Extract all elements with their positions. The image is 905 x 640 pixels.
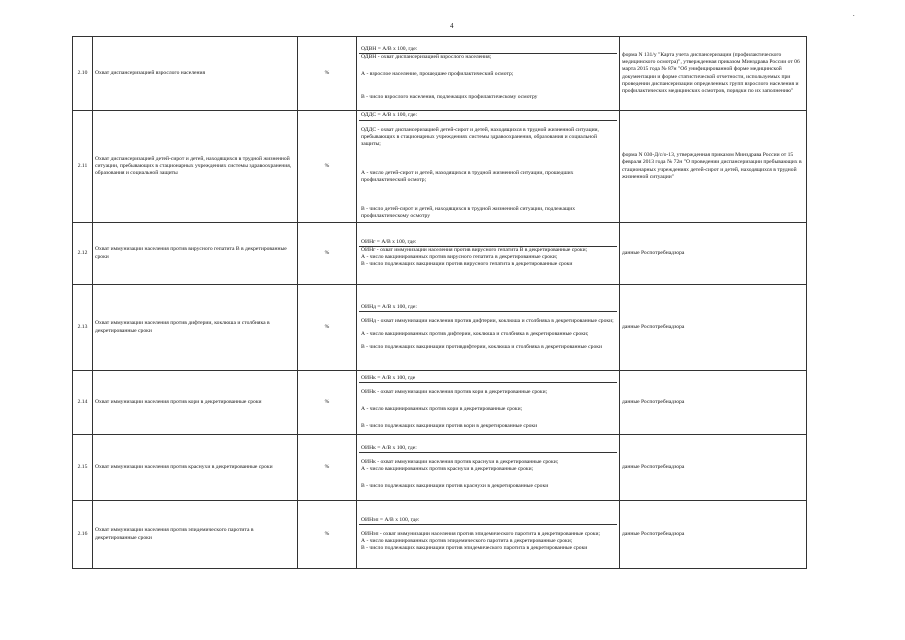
indicator-name: Охват диспансеризацией детей-сирот и детей, находящихся в трудной жизненной ситуации, пребывающих в стационарных учреждениях системы здравоохранения, образования и социальной защиты xyxy=(93,111,298,223)
formula-denominator: В - число подлежащих вакцинации противдифтерии, коклюша и столбняка в декретированные сроки xyxy=(361,344,602,351)
source-cell: данные Роспотребнадзора xyxy=(620,285,807,371)
formula-definition: ОИНэп - охват иммунизации населения против эпидемического паротита в декретированные сроки; xyxy=(361,530,601,537)
formula-cell xyxy=(357,223,620,285)
unit-cell: % xyxy=(298,223,357,285)
formula-cell xyxy=(357,37,620,111)
row-number: 2.11 xyxy=(73,111,93,223)
formula-cell xyxy=(357,435,620,501)
unit-cell: % xyxy=(298,37,357,111)
table-row xyxy=(73,371,807,435)
indicator-name: Охват иммунизации населения против вирусного гепатита В в декретированные сроки xyxy=(93,223,298,285)
formula-denominator: В - число подлежащих вакцинации против краснухи в декретированные сроки xyxy=(361,483,549,490)
corner-mark: · xyxy=(852,12,855,20)
formula-definition: ОИНк - охват иммунизации населения против краснухи в декретированные сроки; xyxy=(361,458,559,465)
unit-cell: % xyxy=(298,111,357,223)
source-cell: данные Роспотребнадзора xyxy=(620,501,807,569)
unit-cell: % xyxy=(298,371,357,435)
formula-cell xyxy=(357,111,620,223)
table-row xyxy=(73,285,807,371)
row-number: 2.12 xyxy=(73,223,93,285)
formula-cell xyxy=(357,371,620,435)
formula-title: ОИНг = А/В х 100, где: xyxy=(359,239,617,247)
formula-numerator: А - взрослое население, прошедшее профилактический осмотр; xyxy=(361,71,514,77)
formula-definition: ОИНк - охват иммунизации населения против кори в декретированные сроки; xyxy=(361,388,548,395)
formula-numerator: А - число детей-сирот и детей, находящихся в трудной жизненной ситуации, прошедших профилактический осмотр; xyxy=(361,170,574,184)
formula-numerator: А - число вакцинированных против кори в декретированные сроки; xyxy=(361,406,523,412)
row-number: 2.10 xyxy=(73,37,93,111)
formula-title: ОДВН = А/В х 100, где: xyxy=(359,46,617,54)
indicator-name: Охват иммунизации населения против эпидемического паротита в декретированные сроки xyxy=(93,501,298,569)
indicator-name: Охват диспансеризацией взрослого населения xyxy=(93,37,298,111)
table-row xyxy=(73,223,807,285)
table-row xyxy=(73,37,807,111)
formula-numerator: А - число вакцинированных против дифтерии, коклюша и столбняка в декретированные сроки; xyxy=(361,331,589,337)
formula-definition: ОИНг - охват иммунизации населения против вирусного гепатита В в декретированные сроки; xyxy=(361,246,588,253)
formula-cell xyxy=(357,501,620,569)
formula-denominator: В - число детей-сирот и детей, находящихся в трудной жизненной ситуации, подлежащих профилактическому осмотру xyxy=(361,206,576,220)
formula-cell xyxy=(357,285,620,371)
unit-cell: % xyxy=(298,285,357,371)
formula-denominator: В - число подлежащих вакцинации против эпидемического паротита в декретированные сроки xyxy=(361,545,588,552)
formula-definition: ОДДС - охват диспансеризацией детей-сирот и детей, находящихся в трудной жизненной ситуации, пребывающих в стационарных учреждениях системы здравоохранения, образования и социальной защиты; xyxy=(361,126,599,147)
formula-numerator: А - число вакцинированных против вирусного гепатита в декретированные сроки; xyxy=(361,254,558,260)
formula-numerator: А - число вакцинированных против эпидемического паротита в декретированные сроки; xyxy=(361,538,573,544)
formula-numerator: А - число вакцинированных против краснухи в декретированные сроки; xyxy=(361,466,534,472)
formula-title: ОИНк = А/В х 100, где: xyxy=(359,445,617,453)
source-cell: данные Роспотребнадзора xyxy=(620,223,807,285)
formula-definition: ОДВН - охват диспансеризацией взрослого населения; xyxy=(361,53,492,60)
page-number: 4 xyxy=(450,22,454,30)
indicator-name: Охват иммунизации населения против краснухи в декретированные сроки xyxy=(93,435,298,501)
formula-denominator: В - число подлежащих вакцинации против вирусного гепатита в декретированные сроки xyxy=(361,261,573,268)
table-row xyxy=(73,111,807,223)
indicators-table xyxy=(72,36,807,569)
formula-title: ОИНд = А/В х 100, где: xyxy=(359,304,617,312)
indicator-name: Охват иммунизации населения против дифтерии, коклюша и столбняка в декретированные сроки xyxy=(93,285,298,371)
row-number: 2.13 xyxy=(73,285,93,371)
row-number: 2.14 xyxy=(73,371,93,435)
table-row xyxy=(73,435,807,501)
source-cell: данные Роспотребнадзора xyxy=(620,435,807,501)
unit-cell: % xyxy=(298,435,357,501)
source-cell: данные Роспотребнадзора xyxy=(620,371,807,435)
source-cell: форма N 030-Д/с/о-13, утвержденная приказом Минздрава России от 15 февраля 2013 года № 72н "О проведении диспансеризации пребывающих в стационарных учреждениях детей-сирот и детей, находящихся в трудной жизненной ситуации" xyxy=(620,111,807,223)
formula-title: ОИНк = А/В х 100, где xyxy=(359,375,617,383)
formula-definition: ОИНд - охват иммунизации населения против дифтерии, коклюша и столбняка в декретированные сроки; xyxy=(361,317,614,324)
formula-denominator: В - число взрослого населения, подлежащих профилактическому осмотру xyxy=(361,94,538,101)
formula-title: ОДДС = А/В х 100, где: xyxy=(359,112,617,120)
formula-denominator: В - число подлежащих вакцинации против кори в декретированные сроки xyxy=(361,423,538,430)
indicator-name: Охват иммунизации населения против кори в декретированные сроки xyxy=(93,371,298,435)
row-number: 2.16 xyxy=(73,501,93,569)
formula-title: ОИНэп = А/В х 100, где: xyxy=(359,517,617,525)
row-number: 2.15 xyxy=(73,435,93,501)
table-row xyxy=(73,501,807,569)
unit-cell: % xyxy=(298,501,357,569)
source-cell: форма N 131/у "Карта учета диспансеризации (профилактического медицинского осмотра)", утвержденная приказом Минздрава России от 06 марта 2015 года № 87н "Об унифицированной форме медицинской документации и форме статистической отчетности, используемых при проведении диспансеризации определенных групп взрослого населения и профилактических медицинских осмотров, порядки по их заполнению" xyxy=(620,37,807,111)
